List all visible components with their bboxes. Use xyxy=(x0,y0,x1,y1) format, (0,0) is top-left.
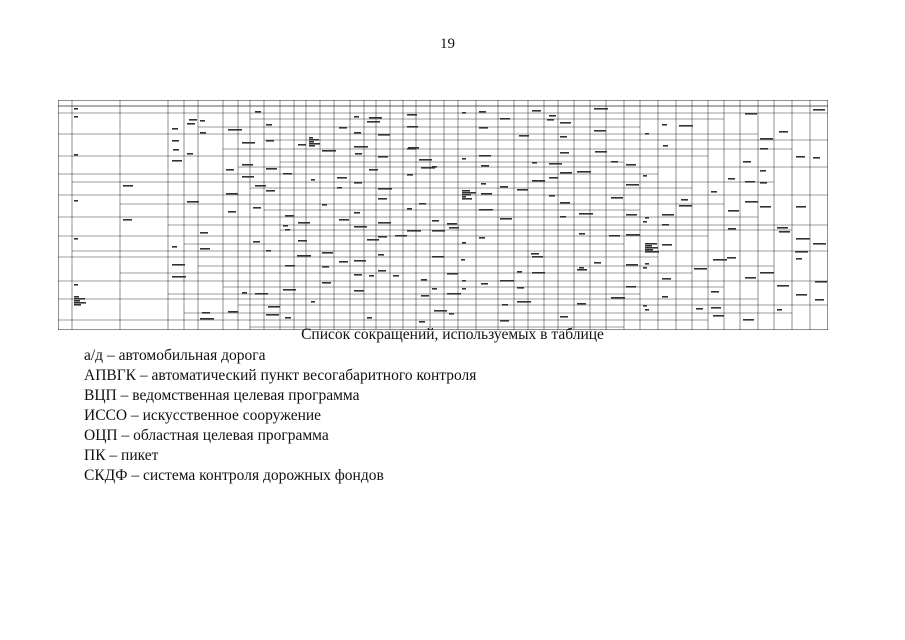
table-cell-text-mark xyxy=(645,243,657,245)
table-cell-text-mark xyxy=(745,201,758,203)
table-cell-text-mark xyxy=(462,198,472,200)
table-cell-text-mark xyxy=(285,265,295,267)
table-cell-text-mark xyxy=(266,190,275,192)
table-cell-text-mark xyxy=(173,149,179,151)
table-cell-text-mark xyxy=(760,182,767,184)
table-cell-text-mark xyxy=(369,117,382,119)
table-cell-text-mark xyxy=(728,228,736,230)
table-cell-text-mark xyxy=(796,238,810,240)
table-cell-text-mark xyxy=(696,308,703,310)
table-cell-text-mark xyxy=(479,111,486,113)
table-cell-text-mark xyxy=(500,118,510,120)
table-cell-text-mark xyxy=(449,227,459,229)
table-cell-text-mark xyxy=(611,197,623,199)
table-cell-text-mark xyxy=(432,166,437,168)
abbreviation-item: ПК – пикет xyxy=(84,447,159,464)
table-cell-text-mark xyxy=(745,113,757,115)
table-cell-text-mark xyxy=(662,278,671,280)
table-cell-text-mark xyxy=(502,304,508,306)
scanned-table xyxy=(58,100,828,330)
table-cell-text-mark xyxy=(711,191,717,193)
table-cell-text-mark xyxy=(407,114,417,116)
table-cell-text-mark xyxy=(549,163,562,165)
abbreviation-item: а/д – автомобильная дорога xyxy=(84,347,266,364)
table-cell-text-mark xyxy=(187,153,193,155)
table-cell-text-mark xyxy=(611,161,618,163)
table-cell-text-mark xyxy=(255,293,268,295)
table-cell-text-mark xyxy=(407,126,418,128)
table-cell-text-mark xyxy=(242,292,247,294)
table-cell-text-mark xyxy=(796,294,807,296)
table-cell-text-mark xyxy=(481,183,486,185)
table-cell-text-mark xyxy=(645,133,649,135)
table-cell-text-mark xyxy=(419,203,426,205)
table-cell-text-mark xyxy=(432,230,445,232)
table-cell-text-mark xyxy=(479,209,493,211)
page-number: 19 xyxy=(440,36,455,52)
table-cell-text-mark xyxy=(354,290,364,292)
table-cell-text-mark xyxy=(447,223,457,225)
table-cell-text-mark xyxy=(172,128,178,130)
table-cell-text-mark xyxy=(643,221,647,223)
table-cell-text-mark xyxy=(354,146,368,148)
table-cell-text-mark xyxy=(813,243,826,245)
table-cell-text-mark xyxy=(266,140,274,142)
table-cell-text-mark xyxy=(547,119,554,121)
table-cell-text-mark xyxy=(309,141,314,143)
table-cell-text-mark xyxy=(285,229,290,231)
table-cell-text-mark xyxy=(727,257,736,259)
table-cell-text-mark xyxy=(560,202,570,204)
table-cell-text-mark xyxy=(681,199,688,201)
table-cell-text-mark xyxy=(285,317,291,319)
table-cell-text-mark xyxy=(311,179,315,181)
table-cell-text-mark xyxy=(594,262,601,264)
table-cell-text-mark xyxy=(242,142,255,144)
table-cell-text-mark xyxy=(531,253,539,255)
table-cell-text-mark xyxy=(609,235,620,237)
table-cell-text-mark xyxy=(421,279,427,281)
table-cell-text-mark xyxy=(228,311,238,313)
table-cell-text-mark xyxy=(123,185,133,187)
table-cell-text-mark xyxy=(172,160,182,162)
table-cell-text-mark xyxy=(322,266,329,268)
table-cell-text-mark xyxy=(626,264,638,266)
abbreviations-title: Список сокращений, используемых в таблице xyxy=(301,326,604,343)
table-cell-text-mark xyxy=(74,116,78,118)
table-cell-text-mark xyxy=(796,258,802,260)
table-cell-text-mark xyxy=(187,123,195,125)
table-cell-text-mark xyxy=(481,283,488,285)
table-cell-text-mark xyxy=(369,169,378,171)
table-cell-text-mark xyxy=(74,296,79,298)
table-cell-text-mark xyxy=(743,161,751,163)
table-cell-text-mark xyxy=(74,304,81,306)
table-cell-text-mark xyxy=(815,281,827,283)
table-cell-text-mark xyxy=(462,242,466,244)
table-cell-text-mark xyxy=(645,251,659,253)
abbreviation-item: АПВГК – автоматический пункт весогабаритного контроля xyxy=(84,367,477,384)
table-cell-text-mark xyxy=(519,135,529,137)
table-cell-text-mark xyxy=(517,271,522,273)
table-cell-text-mark xyxy=(643,175,647,177)
table-cell-text-mark xyxy=(643,305,647,307)
table-cell-text-mark xyxy=(577,269,587,271)
table-cell-text-mark xyxy=(172,264,185,266)
table-cell-text-mark xyxy=(378,156,388,158)
abbreviation-item: ИССО – искусственное сооружение xyxy=(84,407,322,424)
table-cell-text-mark xyxy=(579,267,584,269)
table-cell-text-mark xyxy=(517,287,524,289)
table-cell-text-mark xyxy=(266,250,271,252)
table-cell-text-mark xyxy=(434,310,447,312)
table-cell-text-mark xyxy=(378,188,392,190)
table-cell-text-mark xyxy=(354,132,361,134)
table-cell-text-mark xyxy=(645,245,652,247)
table-cell-text-mark xyxy=(266,124,272,126)
table-cell-text-mark xyxy=(594,130,606,132)
table-cell-text-mark xyxy=(645,217,649,219)
table-cell-text-mark xyxy=(200,120,205,122)
table-cell-text-mark xyxy=(253,207,261,209)
table-cell-text-mark xyxy=(728,178,735,180)
table-cell-text-mark xyxy=(242,164,253,166)
abbreviations-list xyxy=(84,346,476,486)
table-cell-text-mark xyxy=(74,200,78,202)
table-cell-text-mark xyxy=(226,193,238,195)
table-cell-text-mark xyxy=(728,210,739,212)
table-cell-text-mark xyxy=(354,116,359,118)
table-cell-text-mark xyxy=(500,186,508,188)
table-cell-text-mark xyxy=(339,127,347,129)
table-cell-text-mark xyxy=(322,252,333,254)
table-cell-text-mark xyxy=(462,288,466,290)
table-cell-text-mark xyxy=(432,288,437,290)
table-cell-text-mark xyxy=(367,317,372,319)
table-cell-text-mark xyxy=(378,198,387,200)
table-cell-text-mark xyxy=(74,298,85,300)
table-cell-text-mark xyxy=(481,193,492,195)
abbreviation-item: ВЦП – ведомственная целевая программа xyxy=(84,387,360,404)
table-cell-text-mark xyxy=(662,244,672,246)
table-cell-text-mark xyxy=(796,156,805,158)
table-cell-text-mark xyxy=(395,235,407,237)
table-cell-text-mark xyxy=(713,259,727,261)
table-cell-text-mark xyxy=(322,282,331,284)
table-cell-text-mark xyxy=(595,151,607,153)
table-cell-text-mark xyxy=(462,112,466,114)
table-cell-text-mark xyxy=(500,218,512,220)
table-cell-text-mark xyxy=(549,177,558,179)
table-cell-text-mark xyxy=(645,249,653,251)
table-cell-text-mark xyxy=(432,220,439,222)
table-cell-text-mark xyxy=(500,280,514,282)
table-cell-text-mark xyxy=(74,302,86,304)
table-cell-text-mark xyxy=(611,297,625,299)
table-cell-text-mark xyxy=(532,272,545,274)
table-cell-text-mark xyxy=(393,275,399,277)
table-cell-text-mark xyxy=(253,241,260,243)
table-cell-text-mark xyxy=(760,138,773,140)
table-cell-text-mark xyxy=(532,180,545,182)
table-cell-text-mark xyxy=(354,260,366,262)
table-cell-text-mark xyxy=(255,111,261,113)
table-cell-text-mark xyxy=(354,274,362,276)
table-cell-text-mark xyxy=(777,227,788,229)
table-cell-text-mark xyxy=(172,246,177,248)
table-cell-text-mark xyxy=(200,232,208,234)
table-cell-text-mark xyxy=(777,309,782,311)
table-cell-text-mark xyxy=(645,263,649,265)
table-cell-text-mark xyxy=(339,219,349,221)
abbreviation-item: ОЦП – областная целевая программа xyxy=(84,427,329,444)
table-cell-text-mark xyxy=(479,237,485,239)
table-cell-text-mark xyxy=(462,192,476,194)
table-cell-text-mark xyxy=(479,155,491,157)
table-cell-text-mark xyxy=(298,240,307,242)
table-cell-text-mark xyxy=(407,174,413,176)
table-cell-text-mark xyxy=(74,300,80,302)
table-cell-text-mark xyxy=(367,121,380,123)
table-cell-text-mark xyxy=(461,259,465,261)
table-cell-text-mark xyxy=(694,268,707,270)
table-cell-text-mark xyxy=(713,315,724,317)
table-cell-text-mark xyxy=(760,206,771,208)
table-cell-text-mark xyxy=(743,319,754,321)
table-cell-text-mark xyxy=(517,189,528,191)
table-cell-text-mark xyxy=(560,172,572,174)
table-cell-text-mark xyxy=(266,168,277,170)
table-cell-text-mark xyxy=(255,185,266,187)
table-cell-text-mark xyxy=(679,125,693,127)
table-cell-text-mark xyxy=(447,273,458,275)
table-cell-text-mark xyxy=(378,254,384,256)
table-cell-text-mark xyxy=(419,159,432,161)
table-cell-text-mark xyxy=(462,196,466,198)
table-cell-text-mark xyxy=(760,148,768,150)
table-cell-text-mark xyxy=(421,295,429,297)
table-cell-text-mark xyxy=(74,284,78,286)
table-cell-text-mark xyxy=(462,194,471,196)
table-cell-text-mark xyxy=(594,108,608,110)
table-cell-text-mark xyxy=(549,195,555,197)
table-cell-text-mark xyxy=(462,280,466,282)
table-cell-text-mark xyxy=(532,256,543,258)
table-cell-text-mark xyxy=(679,205,692,207)
table-cell-text-mark xyxy=(74,108,78,110)
table-cell-text-mark xyxy=(626,214,637,216)
table-cell-text-mark xyxy=(309,137,313,139)
table-cell-text-mark xyxy=(309,145,315,147)
table-cell-text-mark xyxy=(777,285,789,287)
table-cell-text-mark xyxy=(266,314,279,316)
table-cell-text-mark xyxy=(479,127,488,129)
table-cell-text-mark xyxy=(560,316,568,318)
table-cell-text-mark xyxy=(795,251,808,253)
table-cell-text-mark xyxy=(815,299,824,301)
table-cell-text-mark xyxy=(711,291,719,293)
table-cell-text-mark xyxy=(813,157,820,159)
table-cell-text-mark xyxy=(378,134,390,136)
table-cell-text-mark xyxy=(187,201,199,203)
table-cell-text-mark xyxy=(283,289,296,291)
table-cell-text-mark xyxy=(228,129,242,131)
table-cell-text-mark xyxy=(354,182,362,184)
table-cell-text-mark xyxy=(200,248,210,250)
table-cell-text-mark xyxy=(626,286,636,288)
table-cell-text-mark xyxy=(760,272,774,274)
table-cell-text-mark xyxy=(337,177,347,179)
table-cell-text-mark xyxy=(432,256,444,258)
table-cell-text-mark xyxy=(579,233,585,235)
table-cell-text-mark xyxy=(339,261,348,263)
table-cell-text-mark xyxy=(226,169,234,171)
table-cell-text-mark xyxy=(354,212,360,214)
table-cell-text-mark xyxy=(745,277,756,279)
table-cell-text-mark xyxy=(447,293,461,295)
table-cell-text-mark xyxy=(626,234,640,236)
table-cell-text-mark xyxy=(560,136,567,138)
table-cell-text-mark xyxy=(311,301,315,303)
table-cell-text-mark xyxy=(297,255,311,257)
table-cell-text-mark xyxy=(242,176,254,178)
table-cell-text-mark xyxy=(200,318,214,320)
table-cell-text-mark xyxy=(662,124,667,126)
table-cell-text-mark xyxy=(123,219,132,221)
table-cell-text-mark xyxy=(309,139,319,141)
table-cell-text-mark xyxy=(355,153,362,155)
table-cell-text-mark xyxy=(517,301,531,303)
table-cell-text-mark xyxy=(645,309,649,311)
table-cell-text-mark xyxy=(367,239,379,241)
table-cell-text-mark xyxy=(481,165,489,167)
table-cell-text-mark xyxy=(407,208,412,210)
table-cell-text-mark xyxy=(298,222,310,224)
table-cell-text-mark xyxy=(74,154,78,156)
abbreviation-item: СКДФ – система контроля дорожных фондов xyxy=(84,467,384,484)
table-cell-text-mark xyxy=(322,150,336,152)
table-cell-text-mark xyxy=(268,306,280,308)
table-cell-text-mark xyxy=(74,238,78,240)
table-cell-text-mark xyxy=(378,222,391,224)
table-cell-text-mark xyxy=(462,190,470,192)
table-cell-text-mark xyxy=(549,115,556,117)
table-cell-text-mark xyxy=(283,225,288,227)
table-cell-text-mark xyxy=(309,143,320,145)
table-cell-text-mark xyxy=(378,236,387,238)
table-cell-text-mark xyxy=(532,110,541,112)
table-cell-text-mark xyxy=(337,187,342,189)
table-cell-text-mark xyxy=(662,296,668,298)
table-cell-text-mark xyxy=(760,170,766,172)
table-cell-text-mark xyxy=(172,140,179,142)
table-cell-text-mark xyxy=(711,307,721,309)
table-cell-text-mark xyxy=(560,152,569,154)
table-cell-text-mark xyxy=(462,158,466,160)
table-cell-text-mark xyxy=(663,145,668,147)
table-cell-text-mark xyxy=(200,132,206,134)
table-cell-text-mark xyxy=(532,162,537,164)
table-cell-text-mark xyxy=(579,213,593,215)
table-cell-text-mark xyxy=(745,181,755,183)
table-cell-text-mark xyxy=(202,312,210,314)
table-cell-text-mark xyxy=(322,204,327,206)
table-cell-text-mark xyxy=(662,224,669,226)
table-cell-text-mark xyxy=(626,164,636,166)
table-cell-text-mark xyxy=(378,270,386,272)
table-cell-text-mark xyxy=(408,147,419,149)
table-cell-text-mark xyxy=(643,267,647,269)
table-cell-text-mark xyxy=(626,184,639,186)
table-cell-text-mark xyxy=(577,303,586,305)
table-cell-text-mark xyxy=(796,206,806,208)
table-cell-text-mark xyxy=(285,215,294,217)
table-cell-text-mark xyxy=(500,320,509,322)
table-cell-text-mark xyxy=(189,119,197,121)
table-cell-text-mark xyxy=(813,109,825,111)
table-cell-text-mark xyxy=(228,211,236,213)
table-cell-text-mark xyxy=(298,144,306,146)
table-cell-text-mark xyxy=(419,321,425,323)
table-cell-text-mark xyxy=(645,247,658,249)
table-cell-text-mark xyxy=(283,173,292,175)
table-cell-text-mark xyxy=(369,275,374,277)
table-cell-text-mark xyxy=(560,122,571,124)
table-cell-text-mark xyxy=(407,230,421,232)
table-cell-text-mark xyxy=(779,131,788,133)
table-cell-text-mark xyxy=(577,171,591,173)
table-cell-text-mark xyxy=(779,231,790,233)
table-cell-text-mark xyxy=(172,276,186,278)
table-cell-text-mark xyxy=(560,216,566,218)
table-cell-text-mark xyxy=(449,313,454,315)
table-grid xyxy=(58,100,828,330)
table-cell-text-mark xyxy=(662,214,674,216)
table-cell-text-mark xyxy=(354,226,367,228)
